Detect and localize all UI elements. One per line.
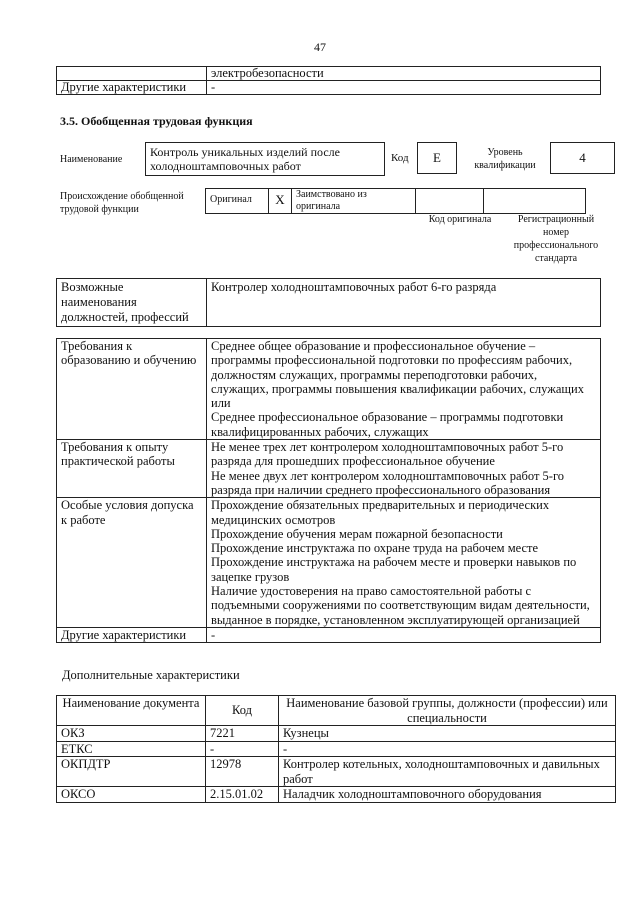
req-education-line: Среднее общее образование и профессиональное обучение – программы профессиональной подготовки по профессиям рабочих, должностям служащих, программы переподготовки рабочих, служащих, программы повышения квалификации рабочих, служащих или: [211, 339, 584, 411]
doc-title: Кузнецы: [279, 726, 616, 742]
req-admission-line: Прохождение инструктажа на рабочем месте и проверки навыков по зацепке грузов: [211, 555, 577, 584]
reg-number-cell: [484, 189, 586, 214]
continued-table: [56, 66, 601, 95]
doc-code: 2.15.01.02: [206, 787, 279, 803]
doc-name: ОКСО: [57, 787, 206, 803]
additional-header: Наименование документа: [57, 696, 206, 726]
code-value: E: [417, 142, 457, 174]
table-row: [57, 741, 616, 757]
req-experience-value: [207, 440, 601, 498]
doc-code: 12978: [206, 757, 279, 787]
borrowed-label: Заимствовано из оригинала: [292, 189, 416, 214]
req-row-other: [57, 627, 601, 642]
other-characteristics-value: -: [207, 81, 601, 95]
req-admission-label: Особые условия допуска к работе: [57, 498, 207, 628]
req-row-experience: [57, 440, 601, 498]
section-title: 3.5. Обобщенная трудовая функция: [60, 114, 253, 128]
req-experience-label: Требования к опыту практической работы: [57, 440, 207, 498]
name-value: Контроль уникальных изделий после холодноштамповочных работ: [145, 142, 385, 176]
req-education-value: [207, 339, 601, 440]
additional-header: Наименование базовой группы, должности (профессии) или специальности: [279, 696, 616, 726]
positions-label: Возможные наименования должностей, профессий: [57, 279, 207, 327]
req-experience-line: Не менее трех лет контролером холодноштамповочных работ 5-го разряда для прошедших профессиональное обучение: [211, 440, 564, 469]
origin-table: [205, 188, 586, 214]
code-original-label: Код оригинала: [428, 214, 492, 225]
doc-title: Контролер котельных, холодноштамповочных и давильных работ: [279, 757, 616, 787]
req-admission-line: Наличие удостоверения на право самостоятельной работы с подъемными сооружениями по соответствующим видам деятельности, выданное в порядке, установленном эксплуатирующей организацией: [211, 584, 590, 627]
continued-label-empty: [57, 67, 207, 81]
doc-name: ОКПДТР: [57, 757, 206, 787]
doc-title: -: [279, 741, 616, 757]
doc-code: -: [206, 741, 279, 757]
other-characteristics-label: Другие характеристики: [57, 81, 207, 95]
additional-header-row: [57, 696, 616, 726]
positions-table: [56, 278, 601, 327]
original-mark: X: [269, 189, 292, 214]
table-row: [57, 726, 616, 742]
doc-code: 7221: [206, 726, 279, 742]
additional-header: Код: [206, 696, 279, 726]
req-row-admission: [57, 498, 601, 628]
code-original-cell: [416, 189, 484, 214]
level-label: Уровень квалификации: [474, 147, 536, 171]
doc-title: Наладчик холодноштамповочного оборудования: [279, 787, 616, 803]
additional-heading: Дополнительные характеристики: [62, 668, 240, 682]
req-admission-line: Прохождение обязательных предварительных и периодических медицинских осмотров: [211, 498, 550, 527]
req-other-value: -: [207, 627, 601, 642]
req-experience-line: Не менее двух лет контролером холодноштамповочных работ 5-го разряда при наличии среднего профессионального образования: [211, 468, 565, 497]
req-education-label: Требования к образованию и обучению: [57, 339, 207, 440]
req-admission-value: [207, 498, 601, 628]
req-row-education: [57, 339, 601, 440]
additional-table: [56, 695, 616, 803]
doc-name: ЕТКС: [57, 741, 206, 757]
req-admission-line: Прохождение инструктажа по охране труда на рабочем месте: [211, 541, 539, 556]
req-admission-line: Прохождение обучения мерам пожарной безопасности: [211, 526, 503, 541]
origin-label: Происхождение обобщенной трудовой функции: [60, 191, 184, 215]
code-label: Код: [391, 152, 409, 164]
req-education-line: Среднее профессиональное образование – программы подготовки квалифицированных рабочих, служащих: [211, 410, 564, 439]
original-label: Оригинал: [206, 189, 269, 214]
requirements-table: [56, 338, 601, 643]
table-row: [57, 757, 616, 787]
name-label: Наименование: [60, 154, 123, 165]
continued-value: электробезопасности: [207, 67, 601, 81]
positions-value: Контролер холодноштамповочных работ 6-го разряда: [207, 279, 601, 327]
reg-number-label: Регистрационный номер профессионального стандарта: [513, 214, 599, 264]
page-number: 47: [314, 40, 326, 54]
table-row: [57, 787, 616, 803]
doc-name: ОКЗ: [57, 726, 206, 742]
req-other-label: Другие характеристики: [57, 627, 207, 642]
level-value: 4: [550, 142, 615, 174]
